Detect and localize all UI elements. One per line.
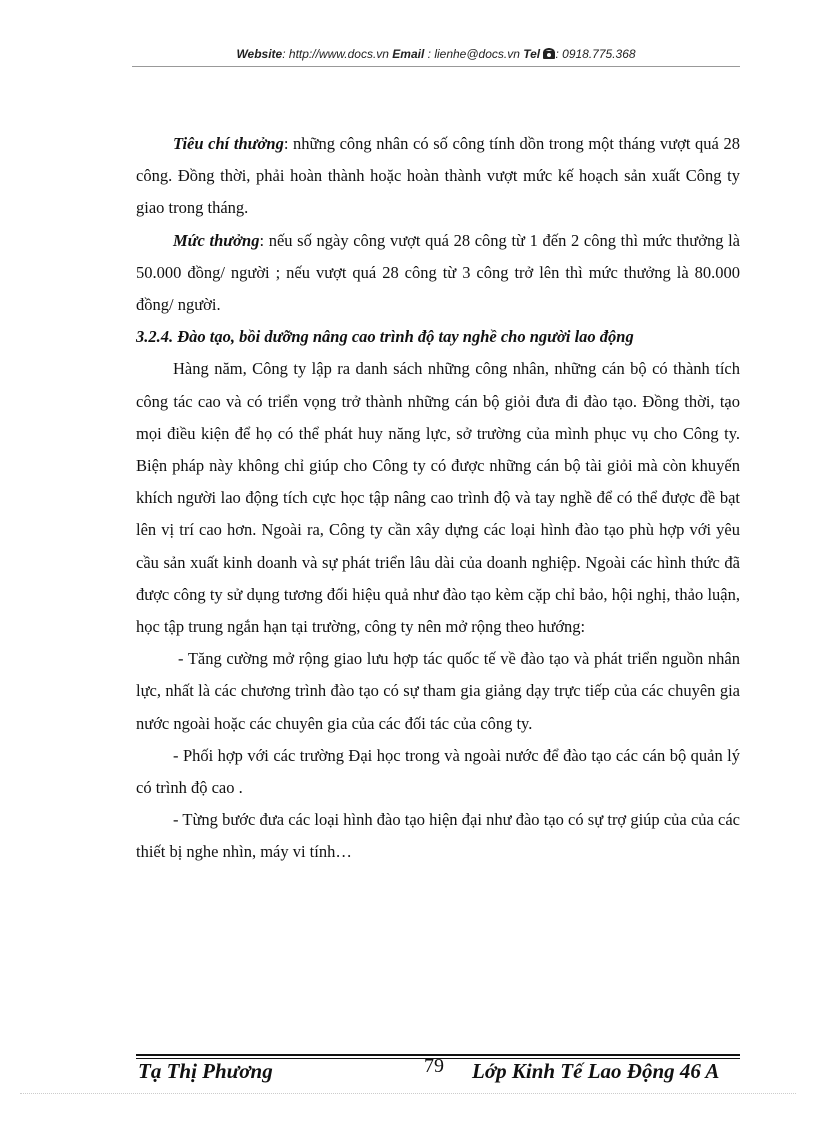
website-label: Website <box>236 47 283 61</box>
page-bottom-divider <box>20 1093 796 1094</box>
text-bonus-level: : nếu số ngày công vượt quá 28 công từ 1 đến 2 công thì mức thưởng là 50.000 đồng/ người ; nếu vượt quá 28 công từ 3 công trở lên thì mức thưởng là 80.000 đồng/ người. <box>136 230 741 315</box>
paragraph-training: Hàng năm, Công ty lập ra danh sách những công nhân, những cán bộ có thành tích công tác cao và có triển vọng trở thành những cán bộ giỏi đưa đi đào tạo. Đồng thời, tạo mọi điều kiện để họ có thể phát huy năng lực, sở trường của mình phục vụ cho Công ty. Biện pháp này không chỉ giúp cho Công ty có được những cán bộ tài giỏi mà còn khuyến khích người lao động tích cực học tập nâng cao trình độ và tay nghề để có thể được đề bạt lên vị trí cao hơn. Ngoài ra, Công ty cần xây dựng các loại hình đào tạo phù hợp với yêu cầu sản xuất kinh doanh và sự phát triển lâu dài của doanh nghiệp. Ngoài các hình thức đã được công ty sử dụng tương đối hiệu quả như đào tạo kèm cặp chỉ bảo, hội nghị, thảo luận, học tập trung ngắn hạn tại trường, công ty nên mở rộng theo hướng: <box>136 359 740 637</box>
tel-label: Tel <box>523 47 541 61</box>
page-footer <box>136 1055 740 1083</box>
bullet-modern-training: - Từng bước đưa các loại hình đào tạo hiện đại như đào tạo có sự trợ giúp của của các thiết bị nghe nhìn, máy vi tính… <box>136 810 740 862</box>
website-value: : http://www.docs.vn <box>282 47 389 61</box>
header-divider <box>132 66 740 67</box>
page-number: 79 <box>424 1055 444 1077</box>
tel-value: : 0918.775.368 <box>555 47 636 61</box>
email-value: : lienhe@docs.vn <box>427 47 520 61</box>
footer-class: Lớp Kinh Tế Lao Động 46 A <box>472 1059 720 1083</box>
paragraph-bonus-criteria <box>136 128 740 225</box>
bullet-international-cooperation: - Tăng cường mở rộng giao lưu hợp tác quốc tế về đào tạo và phát triển nguồn nhân lực, nhất là các chương trình đào tạo có sự tham gia giảng dạy trực tiếp của các chuyên gia nước ngoài hoặc các chuyên gia của các đối tác của công ty. <box>136 649 740 733</box>
text-bonus-criteria: : những công nhân có số công tính dồn trong một tháng vượt quá 28 công. Đồng thời, phải hoàn thành hoặc hoàn thành vượt mức kế hoạch sản xuất Công ty giao trong tháng. <box>136 134 740 218</box>
section-heading: 3.2.4. Đào tạo, bồi dưỡng nâng cao trình độ tay nghề cho người lao động <box>136 327 634 347</box>
email-label: Email <box>392 47 425 61</box>
bullet-university-cooperation: - Phối hợp với các trường Đại học trong và ngoài nước để đào tạo các cán bộ quản lý có trình độ cao . <box>136 745 740 798</box>
term-bonus-level: Mức thưởng <box>173 230 260 250</box>
page-header <box>132 47 740 61</box>
term-bonus-criteria: Tiêu chí thưởng <box>173 134 284 153</box>
document-body <box>136 128 740 869</box>
phone-icon <box>543 48 555 59</box>
footer-author: Tạ Thị Phương <box>138 1059 273 1083</box>
paragraph-bonus-level <box>136 225 740 322</box>
